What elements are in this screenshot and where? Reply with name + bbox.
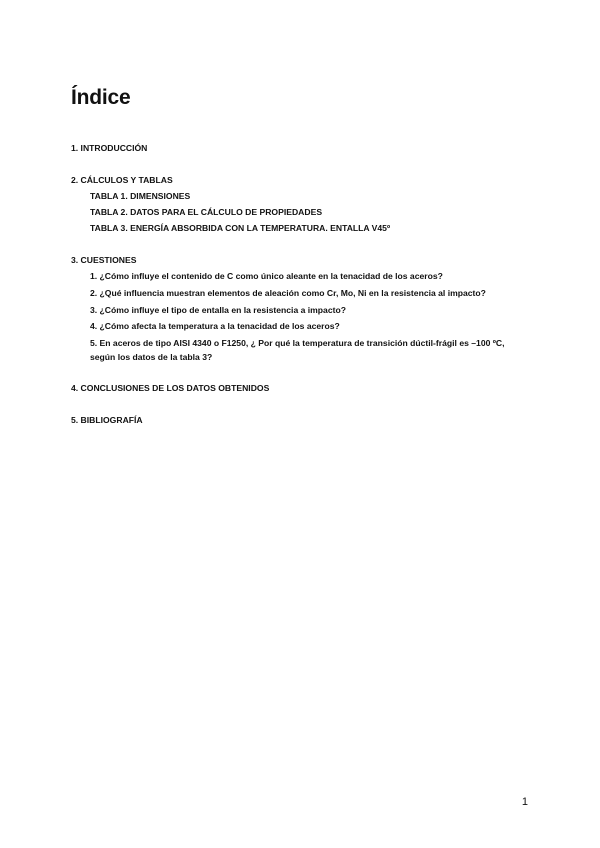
toc-heading[interactable]: 5. BIBLIOGRAFÍA (71, 415, 143, 425)
toc-section-conclusiones (71, 380, 511, 396)
toc-subitem-cuestion-5[interactable]: 5. En aceros de tipo AISI 4340 o F1250, ¿ Por qué la temperatura de transición dúctil-frágil es –100 ºC, según los datos de la tabla 3? (90, 338, 505, 362)
toc-heading[interactable]: 2. CÁLCULOS Y TABLAS (71, 175, 173, 185)
toc-subitem-cuestion-1[interactable]: 1. ¿Cómo influye el contenido de C como único aleante en la tenacidad de los aceros? (90, 271, 443, 281)
toc-subitem-tabla-3[interactable]: TABLA 3. ENERGÍA ABSORBIDA CON LA TEMPERATURA. ENTALLA V45º (90, 223, 391, 233)
table-of-contents (71, 140, 511, 444)
toc-heading[interactable]: 4. CONCLUSIONES DE LOS DATOS OBTENIDOS (71, 383, 270, 393)
toc-heading[interactable]: 1. INTRODUCCIÓN (71, 143, 148, 153)
toc-section-introduccion (71, 140, 511, 156)
toc-section-calculos (71, 172, 511, 236)
toc-subitem-tabla-2[interactable]: TABLA 2. DATOS PARA EL CÁLCULO DE PROPIEDADES (90, 207, 323, 217)
toc-section-bibliografia (71, 412, 511, 428)
page-title: Índice (71, 86, 131, 109)
toc-section-cuestiones (71, 252, 511, 364)
toc-subitem-cuestion-2[interactable]: 2. ¿Qué influencia muestran elementos de aleación como Cr, Mo, Ni en la resistencia al impacto? (90, 288, 486, 298)
toc-subitem-cuestion-3[interactable]: 3. ¿Cómo influye el tipo de entalla en la resistencia a impacto? (90, 305, 346, 315)
toc-heading[interactable]: 3. CUESTIONES (71, 255, 137, 265)
page-number: 1 (521, 796, 528, 808)
toc-subitem-cuestion-4[interactable]: 4. ¿Cómo afecta la temperatura a la tenacidad de los aceros? (90, 321, 340, 331)
toc-subitem-tabla-1[interactable]: TABLA 1. DIMENSIONES (90, 191, 191, 201)
